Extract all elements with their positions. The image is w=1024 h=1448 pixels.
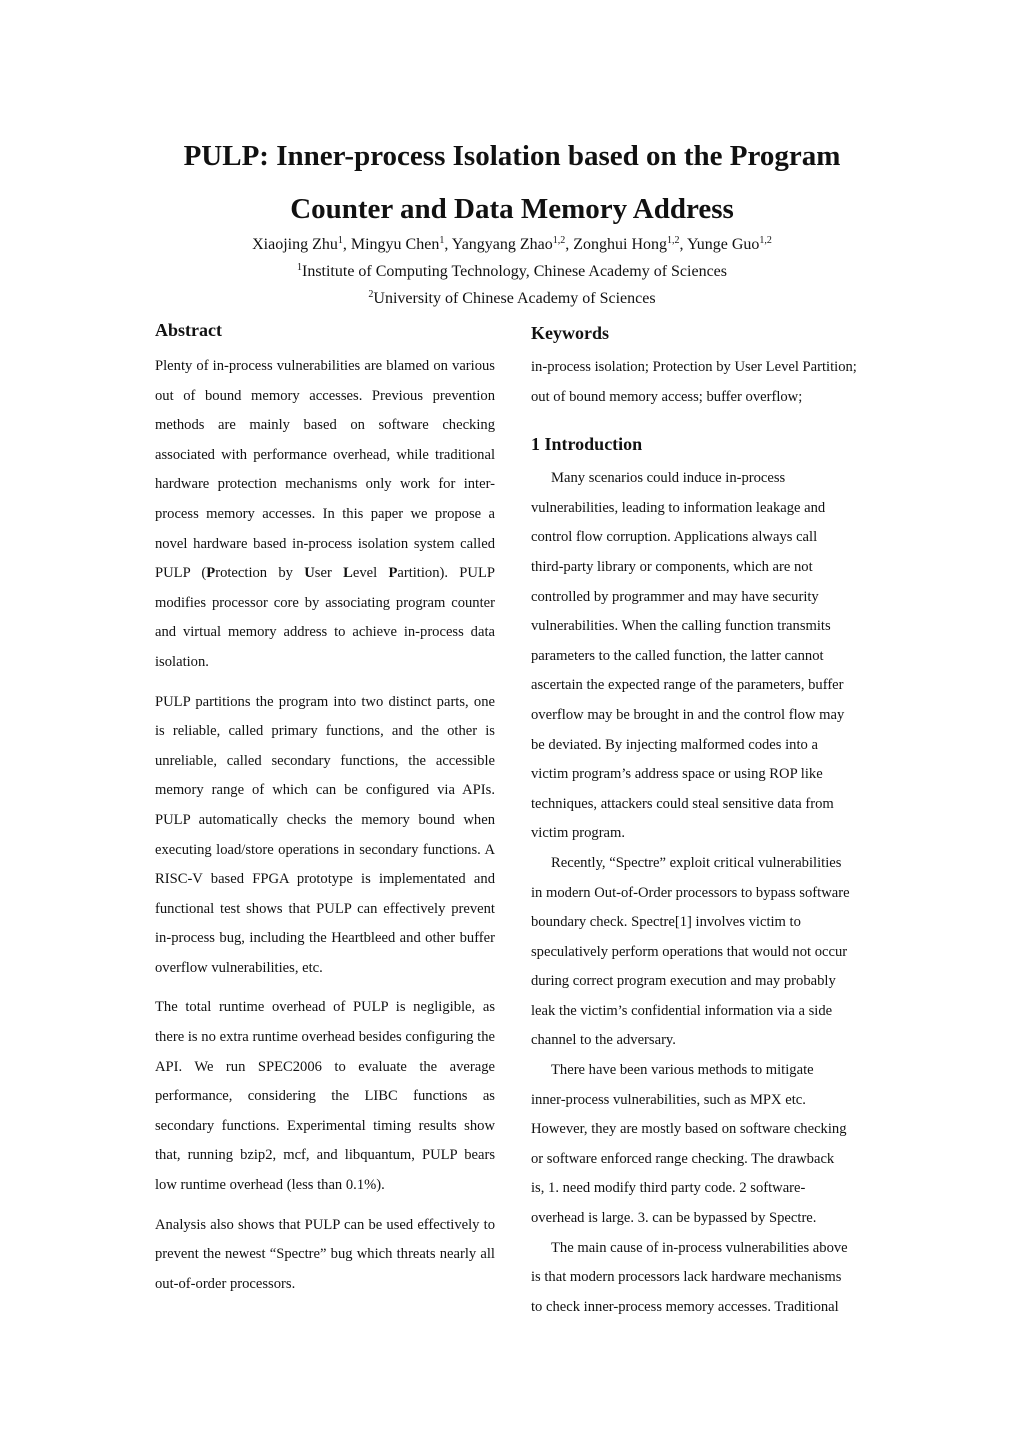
abstract-paragraph-2: PULP partitions the program into two distinct parts, one is reliable, called primary functions, and the other is unreliable, called secondary functions, the accessible memory range of which can be configured via APIs. PULP automatically checks the memory bound when executing load/store operations in secondary functions. A RISC-V based FPGA prototype is implementated and functional test shows that PULP can effectively prevent in-process bug, including the Heartbleed and other buffer overflow vulnerabilities, etc. — [155, 693, 495, 976]
author: Mingyu Chen$^1$, — [350, 235, 452, 253]
affiliation-1: $^1$Institute of Computing Technology, Chinese Academy of Sciences — [296, 262, 728, 280]
title-line-2: Counter and Data Memory Address — [290, 193, 734, 225]
intro-paragraph-2: Recently, “Spectre” exploit critical vulnerabilities in modern Out-of-Order processors to bypass software boundary check. Spectre[1] involves victim to speculatively perform operations that would not occur during correct program execution and may probably leak the victim’s confidential information via a side channel to the adversary. — [531, 854, 850, 1049]
intro-paragraph-4: The main cause of in-process vulnerabilities above is that modern processors lack hardware mechanisms to check inner-process memory accesses. Traditional — [531, 1239, 848, 1315]
affiliation-2: $^2$University of Chinese Academy of Sciences — [368, 289, 656, 307]
keywords-line-1: in-process isolation; Protection by User Level Partition; — [531, 359, 857, 375]
author: Yangyang Zhao$^{1,2}$, — [451, 235, 574, 253]
abstract-heading: Abstract — [155, 320, 222, 340]
paper-title — [112, 130, 912, 236]
intro-paragraph-3: There have been various methods to mitigate inner-process vulnerabilities, such as MPX etc. However, they are mostly based on software checking or software enforced range checking. The drawback is, 1. need modify third party code. 2 software- overhead is large. 3. can be bypassed by Spectre. — [531, 1062, 847, 1227]
author-list — [112, 235, 912, 255]
abstract-paragraph-3: The total runtime overhead of PULP is negligible, as there is no extra runtime overhead besides configuring the API. We run SPEC2006 to evaluate the average performance, considering the LIBC functions as secondary functions. Experimental timing results show that, running bzip2, mcf, and libquantum, PULP bears low runtime overhead (less than 0.1%). — [155, 999, 495, 1194]
abstract-paragraph-1: Plenty of in-process vulnerabilities are blamed on various out of bound memory accesses. Previous prevention methods are mainly based on software checking associated with performance overhead, while traditional hardware protection mechanisms only work for inter-process memory accesses. In this paper we propose a novel hardware based in-process isolation system called PULP (Protection by User Level Partition). PULP modifies processor core by associating program counter and virtual memory address to achieve in-process data isolation. — [155, 358, 495, 670]
author: Xiaojing Zhu$^1$, — [252, 235, 351, 253]
abstract-paragraph-4: Analysis also shows that PULP can be used effectively to prevent the newest “Spectre” bug which threats nearly all out-of-order processors. — [155, 1216, 495, 1292]
right-column — [531, 321, 876, 1322]
left-column — [155, 318, 495, 1299]
keywords-heading: Keywords — [531, 323, 609, 343]
introduction-heading: 1 Introduction — [531, 434, 643, 455]
intro-paragraph-1: Many scenarios could induce in-process vulnerabilities, leading to information leakage and control flow corruption. Applications always call third-party library or components, which are not controlled by programmer and may have security vulnerabilities. When the calling function transmits parameters to the called function, the latter cannot ascertain the expected range of the parameters, buffer overflow may be brought in and the control flow may be deviated. By injecting malformed codes into a victim program’s address space or using ROP like techniques, attackers could steal sensitive data from victim program. — [531, 470, 845, 842]
keywords-line-2: out of bound memory access; buffer overflow; — [531, 388, 803, 405]
author: Zonghui Hong$^{1,2}$, — [573, 235, 687, 253]
author: Yunge Guo$^{1,2}$ — [686, 235, 772, 253]
title-line-1: PULP: Inner-process Isolation based on the Program — [183, 140, 841, 172]
